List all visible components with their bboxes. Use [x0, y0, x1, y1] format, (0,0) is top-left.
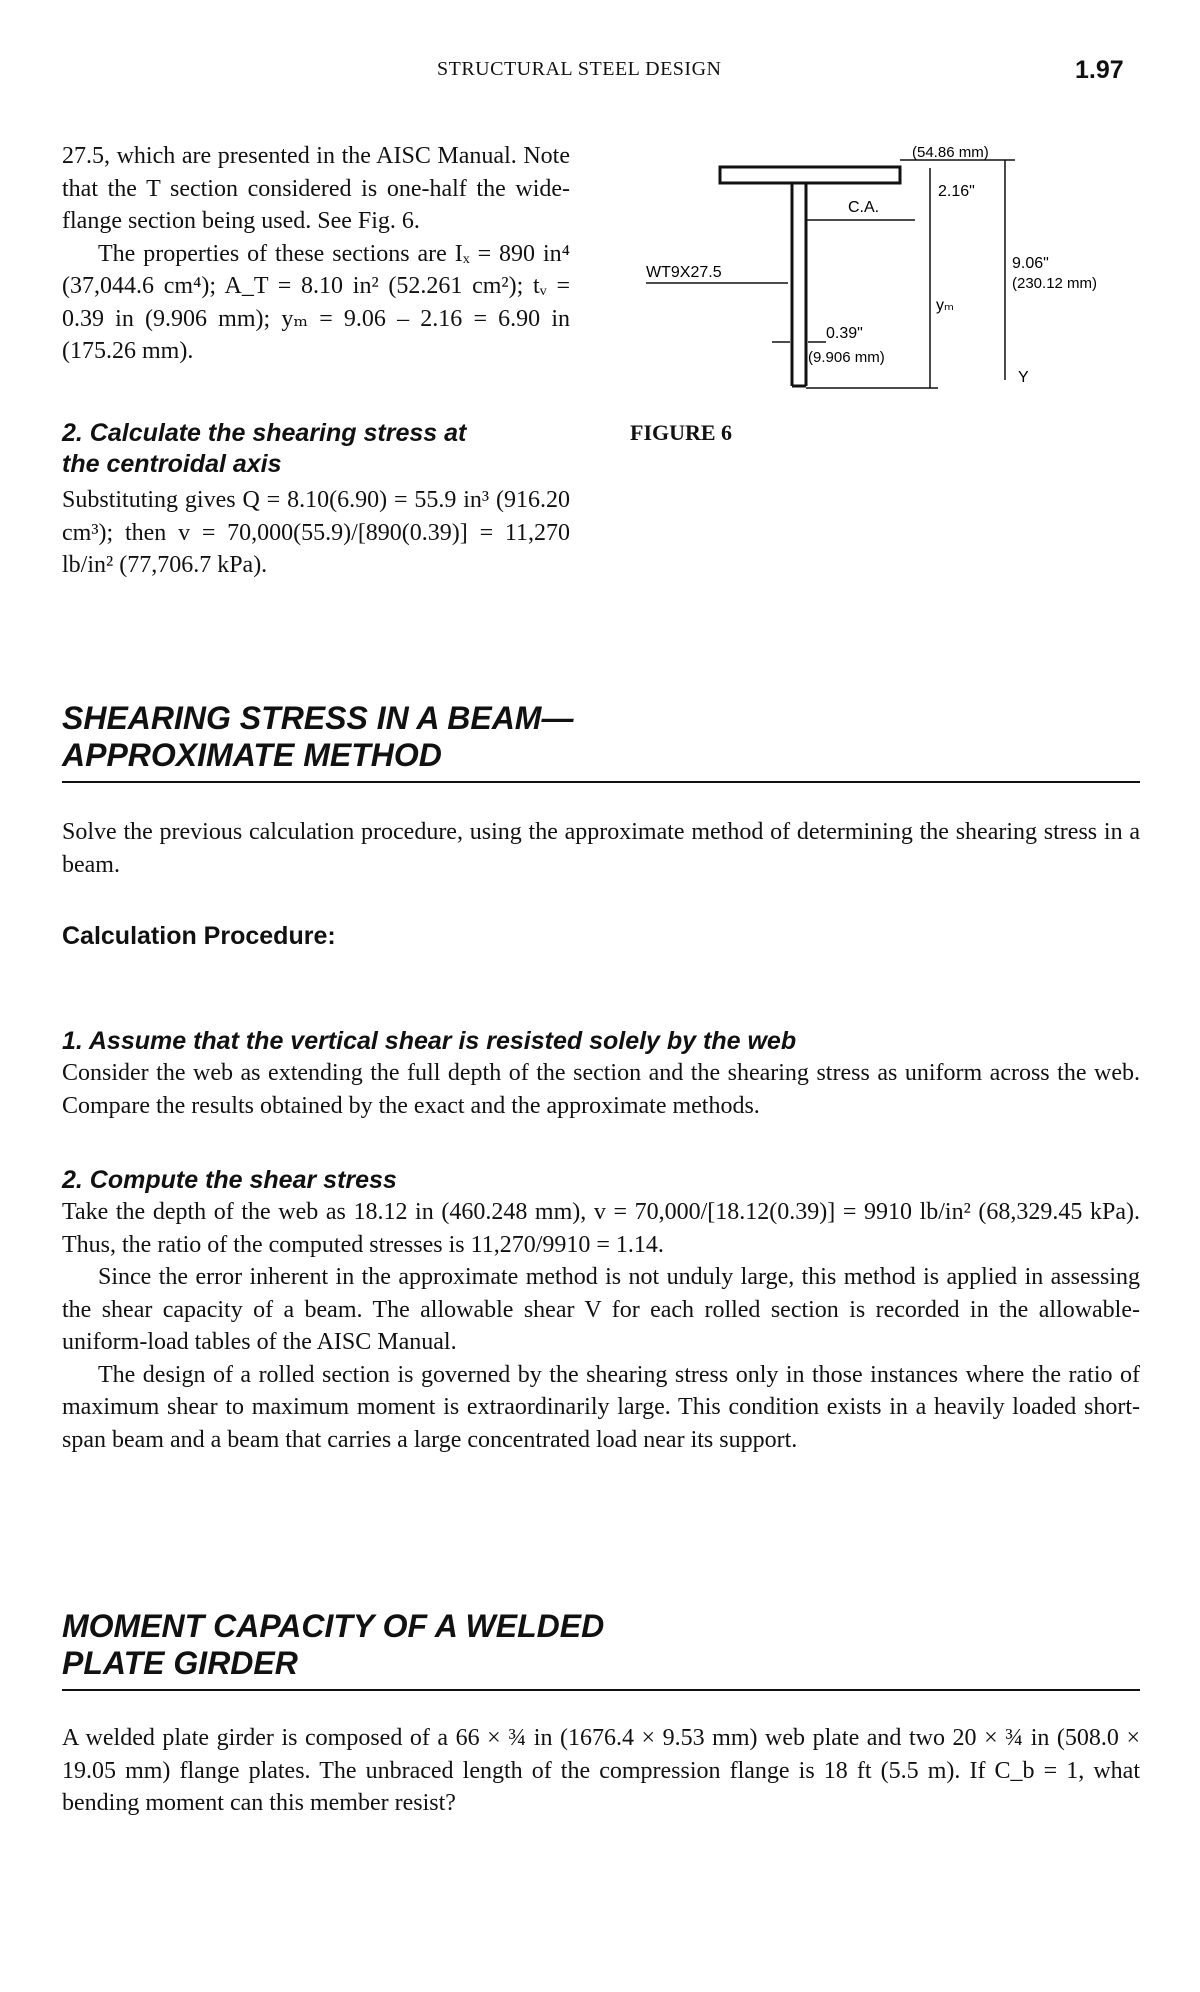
step-heading-web-shear: 1. Assume that the vertical shear is resisted solely by the web	[62, 1027, 797, 1055]
section-designation-label: WT9X27.5	[646, 264, 722, 281]
paragraph-plate-girder: A welded plate girder is composed of a 66 × ¾ in (1676.4 × 9.53 mm) web plate and two 20 × ¾ in (508.0 × 19.05 mm) flange plates. The unbraced length of the compression flange is 18 ft (5.5 m). If C_b = 1, what bending moment can this member resist?	[62, 1725, 1140, 1816]
web-thickness-mm-label: (9.906 mm)	[808, 349, 885, 366]
section-title-line1: SHEARING STRESS IN A BEAM—	[62, 700, 574, 736]
centroidal-axis-label: C.A.	[848, 199, 880, 216]
step-heading-centroidal: 2. Calculate the shearing stress at the centroidal axis	[62, 419, 467, 478]
dim-906-label: 9.06"	[1012, 255, 1049, 272]
paragraph-aisc-reference: 27.5, which are presented in the AISC Manual. Note that the T section considered is one-half the wide-flange section being used. See Fig. 6.	[62, 143, 570, 234]
procedure-heading: Calculation Procedure:	[62, 922, 336, 950]
running-header: STRUCTURAL STEEL DESIGN	[437, 58, 722, 80]
figure-6-tee-section	[640, 140, 1160, 400]
paragraph-intro-approximate: Solve the previous calculation procedure, using the approximate method of determining the shearing stress in a beam.	[62, 819, 1140, 878]
section-title-line1: MOMENT CAPACITY OF A WELDED	[62, 1608, 605, 1644]
dim-216-label: 2.16"	[938, 183, 975, 200]
left-column	[62, 140, 570, 368]
section-title-shearing-stress	[62, 700, 573, 774]
section-title-line2: APPROXIMATE METHOD	[62, 737, 442, 773]
section-divider	[62, 1689, 1140, 1691]
step-heading-compute-shear: 2. Compute the shear stress	[62, 1166, 397, 1194]
section-title-line2: PLATE GIRDER	[62, 1645, 298, 1681]
paragraph-section-properties: The properties of these sections are Iₓ = 890 in⁴ (37,044.6 cm⁴); A_T = 8.10 in² (52.261 cm²); tᵥ = 0.39 in (9.906 mm); yₘ = 9.06 – 2.16 = 6.90 in (175.26 mm).	[62, 240, 570, 364]
dim-906-mm-label: (230.12 mm)	[1012, 275, 1098, 292]
web-thickness-label: 0.39"	[826, 325, 863, 342]
paragraph-shear-calculation: Take the depth of the web as 18.12 in (460.248 mm), v = 70,000/[18.12(0.39)] = 9910 lb/in² (68,329.45 kPa). Thus, the ratio of the computed stresses is 11,270/9910 = 1.14.	[62, 1199, 1140, 1258]
page-number: 1.97	[1075, 56, 1124, 84]
figure-caption: FIGURE 6	[630, 420, 733, 445]
paragraph-design-governed: The design of a rolled section is governed by the shearing stress only in those instances where the ratio of maximum shear to maximum moment is extraordinarily large. This condition exists in a heavily loaded short-span beam and a beam that carries a large concentrated load near its support.	[62, 1361, 1140, 1453]
paragraph-error-inherent: Since the error inherent in the approximate method is not unduly large, this method is applied in assessing the shear capacity of a beam. The allowable shear V for each rolled section is recorded in the allowable-uniform-load tables of the AISC Manual.	[62, 1264, 1140, 1355]
paragraph-centroidal-stress: Substituting gives Q = 8.10(6.90) = 55.9 in³ (916.20 cm³); then v = 70,000(55.9)/[890(0.39)] = 11,270 lb/in² (77,706.7 kPa).	[62, 487, 570, 578]
flange-width-label: (54.86 mm)	[912, 144, 989, 161]
dim-ym-label: yₘ	[936, 297, 954, 314]
paragraph-compute-shear	[62, 1196, 1140, 1456]
paragraph-web-assumption: Consider the web as extending the full depth of the section and the shearing stress as uniform across the web. Compare the results obtained by the exact and the approximate methods.	[62, 1060, 1140, 1119]
y-axis-label: Y	[1018, 369, 1029, 386]
section-divider	[62, 781, 1140, 783]
section-title-moment-capacity	[62, 1608, 604, 1682]
tee-flange	[720, 167, 900, 183]
